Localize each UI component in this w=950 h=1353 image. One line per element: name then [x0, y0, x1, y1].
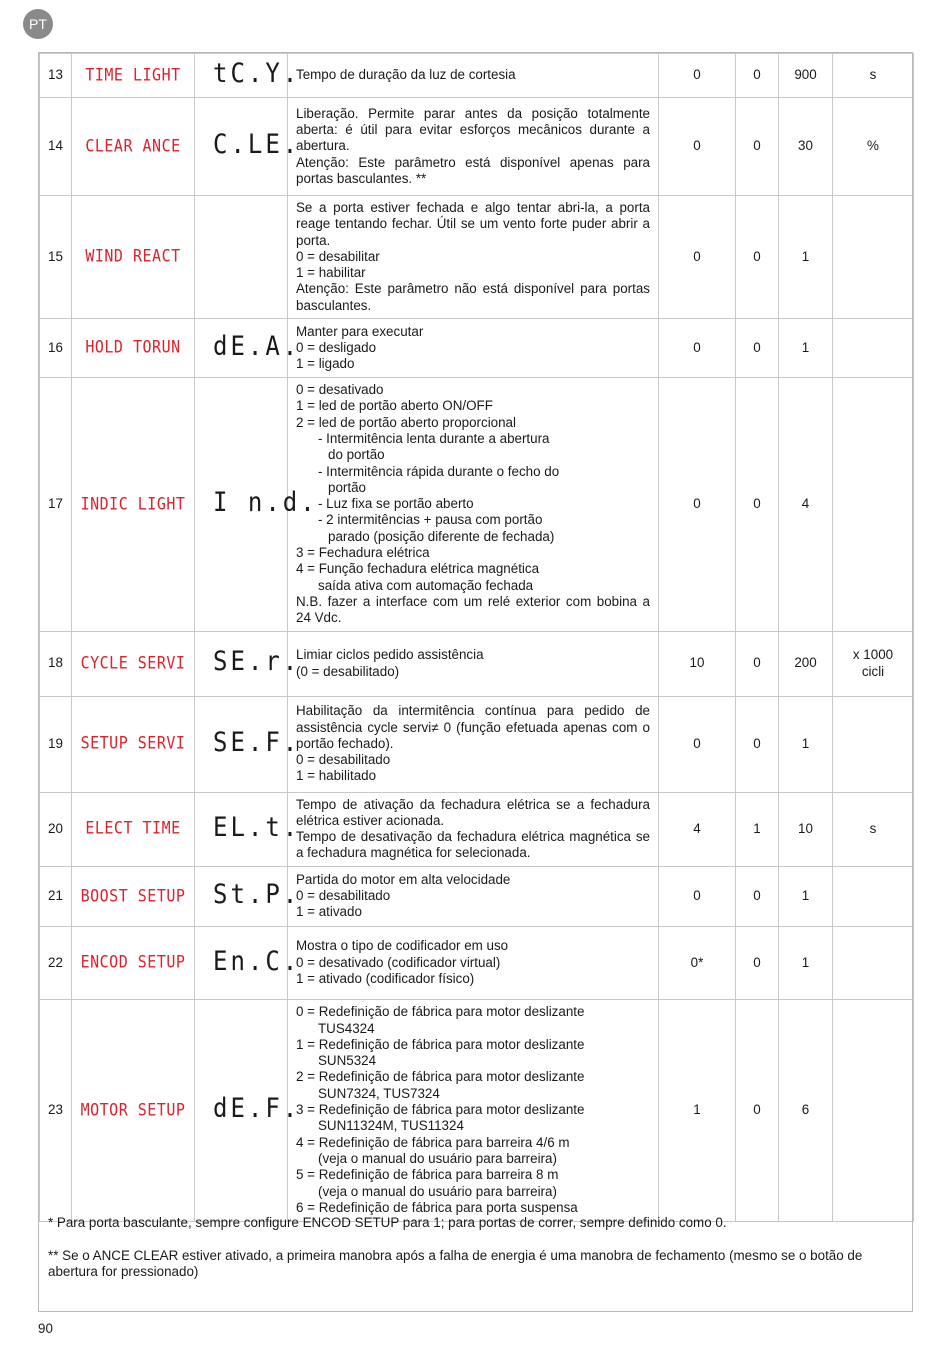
parameter-display-name: SETUP SERVI — [80, 733, 186, 754]
parameter-name-cell — [72, 319, 195, 378]
description-line: 0 = desligado — [296, 339, 377, 355]
description-line: Tempo de ativação da fechadura elétrica se a fechadura elétrica estiver acionada. — [296, 796, 650, 828]
parameter-code-cell — [195, 319, 301, 378]
parameter-description — [288, 926, 659, 999]
parameter-display-name: CLEAR ANCE — [85, 135, 181, 157]
row-number: 15 — [40, 196, 72, 319]
description-line: 3 = Redefinição de fábrica para motor deslizante — [296, 1102, 585, 1118]
parameter-display-name: CYCLE SERVI — [80, 652, 186, 674]
unit-value — [833, 866, 914, 926]
default-value: 0 — [659, 54, 736, 98]
table-row — [40, 696, 914, 792]
default-value: 0 — [659, 866, 736, 926]
description-sub-line: saída ativa com automação fechada — [318, 577, 534, 593]
row-number: 19 — [40, 696, 72, 792]
description-line: Manter para executar — [296, 323, 424, 339]
description-line: (0 = desabilitado) — [296, 663, 400, 679]
min-value: 0 — [736, 999, 779, 1221]
parameter-name-cell — [72, 866, 195, 926]
parameter-code-cell — [195, 98, 301, 196]
description-line: 0 = desativado — [296, 382, 384, 398]
parameter-name-cell — [72, 696, 195, 792]
parameter-display-name: ENCOD SETUP — [80, 951, 186, 973]
parameter-description — [288, 999, 659, 1221]
max-value: 1 — [779, 196, 833, 319]
parameter-name-cell — [72, 378, 195, 631]
description-line: Se a porta estiver fechada e algo tentar abri-la, a porta reage tentando fechar. Útil se um vento forte puder abrir a porta. — [296, 200, 650, 248]
parameters-table — [39, 53, 914, 1222]
unit-value: s — [833, 792, 914, 866]
table-row — [40, 196, 914, 319]
parameter-name-cell — [72, 54, 195, 98]
parameter-code: C.LE. — [213, 128, 301, 161]
max-value: 10 — [779, 792, 833, 866]
parameter-display-name: WIND REACT — [85, 246, 181, 267]
default-value: 0 — [659, 378, 736, 631]
row-number: 14 — [40, 98, 72, 196]
default-value: 4 — [659, 792, 736, 866]
parameter-code: dE.A. — [213, 330, 301, 362]
page-number: 90 — [38, 1321, 53, 1336]
parameter-code: En.C. — [213, 944, 301, 977]
parameter-description — [288, 792, 659, 866]
description-line: 5 = Redefinição de fábrica para barreira 8 m — [296, 1167, 559, 1183]
parameter-description — [288, 378, 659, 631]
description-line: Habilitação da intermitência contínua para pedido de assistência cycle servi≠ 0 (função efetuada apenas com o portão fechado). — [296, 703, 650, 751]
row-number: 16 — [40, 319, 72, 378]
description-line: 1 = led de portão aberto ON/OFF — [296, 398, 493, 414]
description-sub-line: portão — [328, 479, 366, 495]
default-value: 0 — [659, 319, 736, 378]
parameter-display-name: BOOST SETUP — [80, 885, 186, 906]
parameter-name-cell — [72, 792, 195, 866]
description-sub-line: SUN7324, TUS7324 — [318, 1085, 440, 1101]
description-line: 1 = ativado (codificador físico) — [296, 970, 475, 986]
max-value: 6 — [779, 999, 833, 1221]
parameter-code-cell — [195, 792, 301, 866]
parameter-code: dE.F. — [213, 1092, 301, 1124]
parameter-description — [288, 696, 659, 792]
description-sub-line: (veja o manual do usuário para barreira) — [318, 1150, 557, 1166]
row-number: 20 — [40, 792, 72, 866]
parameter-description — [288, 866, 659, 926]
parameter-description — [288, 54, 659, 98]
description-line: 0 = desabilitado — [296, 888, 391, 904]
description-line: 3 = Fechadura elétrica — [296, 545, 430, 561]
description-line: 0 = Redefinição de fábrica para motor deslizante — [296, 1004, 585, 1020]
unit-value — [833, 319, 914, 378]
parameter-display-name: MOTOR SETUP — [80, 1099, 186, 1120]
max-value: 1 — [779, 696, 833, 792]
default-value: 0 — [659, 696, 736, 792]
parameter-code-cell — [195, 999, 301, 1221]
description-line: Liberação. Permite parar antes da posição totalmente aberta: é útil para evitar esforços mecânicos durante a abertura. — [296, 105, 650, 154]
max-value: 200 — [779, 631, 833, 696]
parameter-description — [288, 631, 659, 696]
description-line: Mostra o tipo de codificador em uso — [296, 938, 509, 954]
description-sub-line: - Luz fixa se portão aberto — [318, 496, 474, 512]
description-line: 1 = ligado — [296, 356, 355, 372]
parameter-code-cell — [195, 631, 301, 696]
description-line: Atenção: Este parâmetro está disponível apenas para portas basculantes. ** — [296, 154, 650, 186]
min-value: 0 — [736, 378, 779, 631]
min-value: 0 — [736, 98, 779, 196]
max-value: 1 — [779, 866, 833, 926]
table-row — [40, 98, 914, 196]
parameter-name-cell — [72, 98, 195, 196]
description-sub-line: parado (posição diferente de fechada) — [328, 528, 555, 544]
row-number: 22 — [40, 926, 72, 999]
description-line: 1 = habilitar — [296, 265, 366, 281]
description-sub-line: SUN5324 — [318, 1053, 377, 1069]
table-row — [40, 866, 914, 926]
table-row — [40, 631, 914, 696]
parameter-name-cell — [72, 631, 195, 696]
min-value: 0 — [736, 54, 779, 98]
parameter-code-cell — [195, 926, 301, 999]
table-row — [40, 378, 914, 631]
max-value: 900 — [779, 54, 833, 98]
unit-value — [833, 196, 914, 319]
default-value: 0 — [659, 196, 736, 319]
table-row — [40, 792, 914, 866]
row-number: 21 — [40, 866, 72, 926]
description-line: 4 = Função fechadura elétrica magnética — [296, 561, 540, 577]
description-sub-line: SUN11324M, TUS11324 — [318, 1118, 464, 1134]
parameter-code-cell — [195, 196, 288, 319]
min-value: 0 — [736, 631, 779, 696]
parameter-description — [288, 319, 659, 378]
parameter-description — [288, 98, 659, 196]
table-row — [40, 54, 914, 98]
min-value: 0 — [736, 926, 779, 999]
description-line: 1 = Redefinição de fábrica para motor deslizante — [296, 1036, 585, 1052]
unit-value — [833, 999, 914, 1221]
max-value: 30 — [779, 98, 833, 196]
parameter-code-cell — [195, 54, 301, 98]
parameter-code: I n.d. — [213, 486, 318, 518]
parameter-name-cell — [72, 999, 195, 1221]
parameter-code: St.P. — [213, 878, 301, 910]
unit-value: s — [833, 54, 914, 98]
min-value: 0 — [736, 196, 779, 319]
footnote-clearance: ** Se o ANCE CLEAR estiver ativado, a primeira manobra após a falha de energia é uma manobra de fechamento (mesmo se o botão de abertura for pressionado) — [48, 1248, 863, 1280]
table-row — [40, 926, 914, 999]
unit-value — [833, 926, 914, 999]
parameter-display-name: HOLD TORUN — [85, 337, 181, 358]
parameter-code-cell — [195, 378, 318, 631]
description-sub-line: - Intermitência lenta durante a abertura — [318, 430, 550, 446]
description-sub-line: TUS4324 — [318, 1020, 375, 1036]
parameter-display-name: INDIC LIGHT — [80, 493, 186, 514]
max-value: 4 — [779, 378, 833, 631]
language-badge: PT — [23, 9, 53, 39]
description-line: 0 = desabilitar — [296, 248, 380, 264]
parameter-code: tC.Y. — [213, 57, 301, 90]
min-value: 1 — [736, 792, 779, 866]
default-value: 0 — [659, 98, 736, 196]
parameter-code: EL.t. — [213, 811, 301, 843]
max-value: 1 — [779, 926, 833, 999]
parameter-display-name: ELECT TIME — [85, 818, 181, 839]
description-line: Atenção: Este parâmetro não está disponível para portas basculantes. — [296, 281, 650, 313]
parameter-code-cell — [195, 696, 301, 792]
parameter-code: SE.r. — [213, 645, 301, 678]
parameter-name-cell — [72, 196, 195, 319]
min-value: 0 — [736, 319, 779, 378]
parameter-code: SE.F. — [213, 726, 301, 758]
parameter-description — [288, 196, 659, 319]
description-sub-line: do portão — [328, 447, 385, 463]
parameter-code-cell — [195, 866, 301, 926]
description-sub-line: - Intermitência rápida durante o fecho do — [318, 463, 560, 479]
min-value: 0 — [736, 866, 779, 926]
row-number: 13 — [40, 54, 72, 98]
description-line: Tempo de desativação da fechadura elétrica magnética se a fechadura magnética for selecionada. — [296, 829, 650, 861]
row-number: 18 — [40, 631, 72, 696]
description-line: 0 = desativado (codificador virtual) — [296, 954, 501, 970]
description-line: N.B. fazer a interface com um relé exterior com bobina a 24 Vdc. — [296, 593, 650, 626]
description-sub-line: - 2 intermitências + pausa com portão — [318, 512, 543, 528]
row-number: 17 — [40, 378, 72, 631]
description-sub-line: (veja o manual do usuário para barreira) — [318, 1183, 557, 1199]
description-line: 2 = Redefinição de fábrica para motor deslizante — [296, 1069, 585, 1085]
description-line: 1 = habilitado — [296, 768, 377, 784]
unit-value — [833, 696, 914, 792]
row-number: 23 — [40, 999, 72, 1221]
min-value: 0 — [736, 696, 779, 792]
table-row — [40, 319, 914, 378]
description-line: Tempo de duração da luz de cortesia — [296, 67, 516, 83]
unit-value: x 1000 cicli — [833, 631, 914, 696]
description-line: 4 = Redefinição de fábrica para barreira 4/6 m — [296, 1134, 570, 1150]
description-line: Limiar ciclos pedido assistência — [296, 647, 484, 663]
default-value: 10 — [659, 631, 736, 696]
table-row — [40, 999, 914, 1221]
description-line: 6 = Redefinição de fábrica para porta suspensa — [296, 1199, 578, 1215]
unit-value — [833, 378, 914, 631]
description-line: Partida do motor em alta velocidade — [296, 871, 511, 887]
description-line: 0 = desabilitado — [296, 752, 391, 768]
default-value: 0* — [659, 926, 736, 999]
description-line: 1 = ativado — [296, 904, 362, 920]
max-value: 1 — [779, 319, 833, 378]
footnote-encoder: * Para porta basculante, sempre configure ENCOD SETUP para 1; para portas de correr, sempre definido como 0. — [48, 1215, 727, 1230]
parameter-name-cell — [72, 926, 195, 999]
parameter-display-name: TIME LIGHT — [85, 64, 181, 86]
unit-value: % — [833, 98, 914, 196]
description-line: 2 = led de portão aberto proporcional — [296, 414, 516, 430]
default-value: 1 — [659, 999, 736, 1221]
